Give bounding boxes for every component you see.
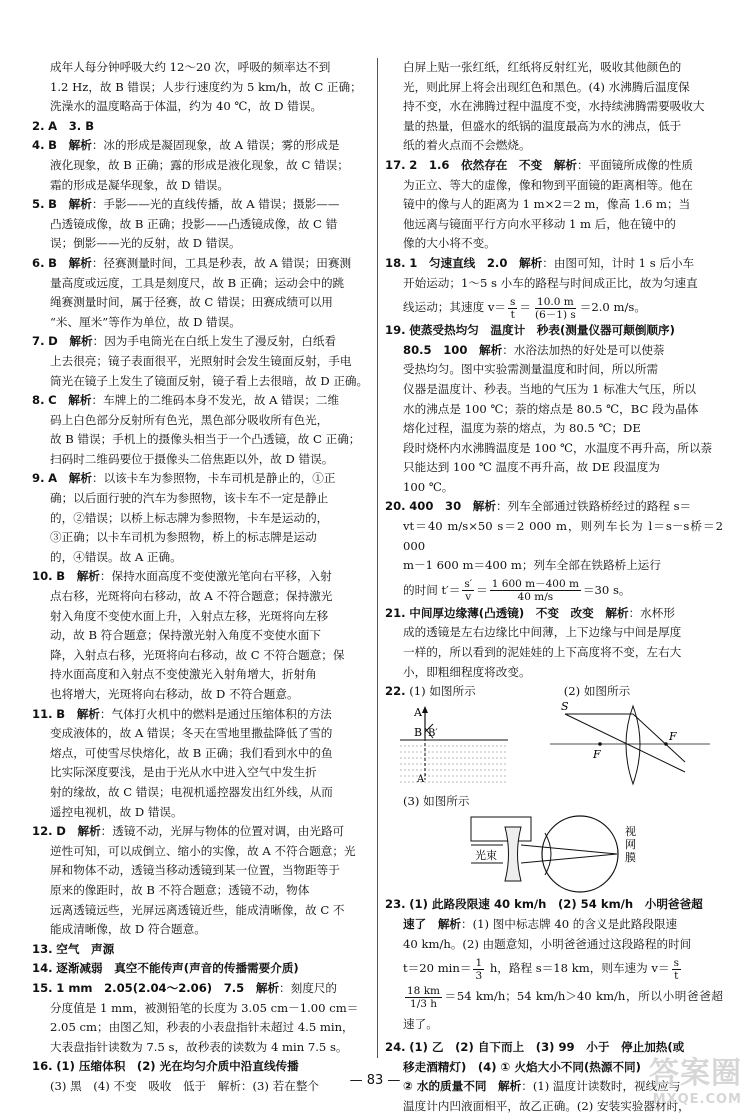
answer-text: 空气 声源 xyxy=(56,941,115,956)
watermark xyxy=(649,1048,742,1107)
question-number: 10. xyxy=(32,569,53,584)
analysis-text: 码上白色部分反射所有色光，黑色部分吸收所有色光， xyxy=(50,412,329,427)
answer-head xyxy=(32,567,372,587)
analysis-text: 开始运动；1～5 s 小车的路程与时间成正比，故为匀速直 xyxy=(403,275,698,290)
retina-label: 视网膜 xyxy=(625,825,636,865)
question-number: 20. xyxy=(385,499,406,514)
analysis-text: ：透镜不动，光屏与物体的位置对调，由光路可 xyxy=(100,824,345,839)
analysis-text: 白屏上贴一张红纸，红纸将反射红光，吸收其他颜色的 xyxy=(403,60,682,74)
analysis-label: 解析 xyxy=(68,471,92,486)
analysis-text: m－1 600 m＝400 m；列车全部在铁路桥上运行 xyxy=(403,558,661,573)
analysis-text: ：因为手电筒光在白纸上发生了漫反射，白纸看 xyxy=(92,334,337,349)
analysis-text: 分度值是 1 mm，被测铅笔的长度为 3.05 cm－1.00 cm＝ xyxy=(50,1000,359,1015)
analysis-text: 受热均匀。图中实验需测量温度和时间，所以所需 xyxy=(403,362,659,377)
analysis-body xyxy=(32,587,372,705)
analysis-text: 逆性可知，可以成倒立、缩小的实像，故 A 不符合题意；光 xyxy=(50,843,356,858)
analysis-text: 仪器是温度计、秒表。当地的气压为 1 标准大气压，所以 xyxy=(403,381,696,396)
label-F-right: F xyxy=(669,729,677,743)
analysis-text: 熔点，可使雪尽快熔化，故 B 正确；我们看到水中的鱼 xyxy=(50,745,333,760)
answer-head xyxy=(32,136,372,156)
answer-19: 19. 使蒸受热均匀 温度计 秒表(测量仪器可颠倒顺序) 80.5 100 解析：水浴法加热的好处是可以使萘 受热均匀。图中实验需测量温度和时间，所以所需 仪器是温度计、秒表。当地的气压为 1 标准大气压，所以 水的沸点是 100 ℃；萘的熔点是 80.5 ℃，BC 段为晶体 熔化过程，温度为萘的熔点，为 80.5 ℃；DE 段时烧杯内水沸腾温度是 100 ℃，水温度不再升高，所以萘 只能达到 100 ℃ 温度不再升高，故 DE 段温度为 100 ℃。 xyxy=(385,321,723,497)
analysis-text: 段时烧杯内水沸腾温度是 100 ℃，水温度不再升高，所以萘 xyxy=(403,440,713,455)
analysis-text: 40 km/h。(2) 由题意知，小明爸爸通过这段路程的时间 xyxy=(403,936,692,951)
figure-caption: (3) 如图所示 xyxy=(403,793,470,808)
answer-text: B xyxy=(48,255,58,270)
answer-head xyxy=(32,940,372,960)
question-number: 13. xyxy=(32,941,53,956)
label-S: S xyxy=(561,701,569,713)
analysis-label: 解析 xyxy=(76,569,100,584)
analysis-text: 大表盘指针读数为 7.5 s，故秒表的读数为 4 min 7.5 s。 xyxy=(50,1039,348,1054)
label-box-beam xyxy=(471,817,531,841)
question-number: 11. xyxy=(32,706,53,721)
question-number: 18. xyxy=(385,255,406,270)
analysis-text: 镜中的像与人的距离为 1 m×2＝2 m，像高 1.6 m；当 xyxy=(403,197,691,212)
answer-item xyxy=(32,705,372,823)
answer-21: 21. 中间厚边缘薄(凸透镜) 不变 改变 解析：水杯形 成的透镜是左右边缘比中间薄，上下边缘与中间是厚度 一样的，所以看到的泥娃娃的上下高度将不变，左右大 小，即粗细程度将改变。 xyxy=(385,604,723,682)
analysis-text: 一样的，所以看到的泥娃娃的上下高度将不变，左右大 xyxy=(403,645,682,660)
analysis-body xyxy=(32,352,372,391)
answer-item xyxy=(32,117,372,137)
answer-20: 20. 400 30 解析：列车全部通过铁路桥经过的路程 s＝ vt＝40 m/s×50 s＝2 000 m，则列车长为 l＝s－s桥＝2 000 m－1 600 m＝400 m；列车全部在铁路桥上运行 的时间 t′＝ $\frac{s'}{v}$ ＝ $\frac{1 600 m-400 m}{40 m/s}$ ＝30 s。 xyxy=(385,499,723,604)
analysis-body xyxy=(32,489,372,567)
analysis-text: ：由图可知，计时 1 s 后小车 xyxy=(542,255,695,270)
analysis-label: 解析 xyxy=(76,706,100,721)
optics-diagrams xyxy=(385,702,723,792)
question-number: 15. xyxy=(32,980,53,995)
answer-text: (1) 压缩体积 (2) 光在均匀介质中沿直线传播 xyxy=(56,1059,299,1074)
column-divider xyxy=(377,58,378,1058)
analysis-text: 变成液体的，故 A 错误；冬天在雪地里撒盐降低了雪的 xyxy=(50,726,333,741)
answer-head xyxy=(32,332,372,352)
analysis-text: 遥控电视机，故 D 错误。 xyxy=(50,804,183,819)
question-number: 16. xyxy=(32,1059,53,1074)
answer-text: C xyxy=(48,393,57,408)
answer-head xyxy=(32,705,372,725)
answer-item xyxy=(32,822,372,940)
analysis-label: 解析 xyxy=(479,342,503,357)
analysis-label: 解析 xyxy=(68,255,92,270)
analysis-text: (3) 黑 (4) 不变 吸收 低于 解析：(3) 若在整个 xyxy=(50,1078,320,1093)
eyeball xyxy=(542,816,618,892)
analysis-text: 光，则此屏上将会出现红色和黑色。(4) 水沸腾后温度保 xyxy=(403,79,690,94)
answer-head xyxy=(32,117,372,137)
figures-row xyxy=(385,702,723,792)
analysis-body xyxy=(32,274,372,333)
analysis-label: 解析 xyxy=(255,980,280,995)
label-B: B xyxy=(414,725,423,739)
analysis-label: 解析 xyxy=(77,824,101,839)
fraction: $\frac{18 km}{1/3 h}$ xyxy=(407,984,441,1010)
analysis-text: 动，故 B 符合题意；保持激光射入角度不变使水面下 xyxy=(50,628,321,643)
analysis-text: 1.2 Hz，故 B 错误；人步行速度约为 5 km/h，故 C 正确； xyxy=(50,79,362,94)
analysis-body xyxy=(32,411,372,470)
analysis-text: 筒光在镜子上发生了镜面反射，镜子看上去很暗，故 D 正确。 xyxy=(50,373,369,388)
answer-text: A 3. B xyxy=(48,118,95,133)
question-number: 24. xyxy=(385,1040,406,1055)
analysis-text: 持不变，水在沸腾过程中温度不变，水持续沸腾需要吸收大 xyxy=(403,99,705,114)
fraction: $\frac{10.0 m}{(6-1) s}$ xyxy=(535,295,576,321)
question-number: 6. xyxy=(32,255,45,270)
analysis-text: 点右移，光斑将向右移动，故 A 不符合题意；保持激光 xyxy=(50,589,333,604)
answer-head xyxy=(32,822,372,842)
analysis-label: 解析 xyxy=(605,605,629,620)
formula-text: 线运动；其速度 v＝ xyxy=(403,300,506,315)
label-B-prime: B′ xyxy=(428,727,438,739)
left-column xyxy=(32,58,372,1096)
analysis-text: ：手影——光的直线传播，故 A 错误；摄影—— xyxy=(91,197,340,212)
answer-item xyxy=(32,195,372,254)
analysis-text: 量的热量，但盛水的纸锅的温度最高为水的沸点，低于 xyxy=(403,118,682,133)
answer-item xyxy=(32,469,372,567)
answer-item xyxy=(32,254,372,332)
analysis-text: ③正确；以卡车司机为参照物，桥上的标志牌是运动 xyxy=(50,530,317,545)
analysis-text: ：车牌上的二维码本身不发光，故 A 错误；二维 xyxy=(91,393,340,408)
answer-text: 400 30 xyxy=(409,499,462,514)
analysis-text: 射的缘故，故 C 错误；电视机遥控器发出红外线，从而 xyxy=(50,784,333,799)
question-number: 9. xyxy=(32,471,45,486)
question-number: 4. xyxy=(32,138,45,153)
answer-item xyxy=(32,136,372,195)
analysis-text: 故 B 错误；手机上的摄像头相当于一个凸透镜，故 C 正确； xyxy=(50,432,361,447)
answer-text: A xyxy=(48,471,58,486)
analysis-text: 小，即粗细程度将改变。 xyxy=(403,664,531,679)
analysis-body xyxy=(32,58,372,117)
answer-18: 18. 1 匀速直线 2.0 解析：由图可知，计时 1 s 后小车 开始运动；1～5 s 小车的路程与时间成正比，故为匀速直 线运动；其速度 v＝ $\frac{s}{t}$ ＝ $\frac{10.0 m}{(6-1) s}$ ＝2.0 m/s。 xyxy=(385,254,723,321)
question-number: 21. xyxy=(385,605,406,620)
analysis-text: “米、厘米”等作为单位，故 D 错误。 xyxy=(50,314,241,329)
analysis-text: 为正立、等大的虚像，像和物到平面镜的距离相等。他在 xyxy=(403,177,693,192)
refraction-diagram xyxy=(400,706,508,786)
fraction: $\frac{1}{3}$ xyxy=(475,956,483,982)
analysis-text: 温度计内凹液面相平，故乙正确。(2) 安装实验器材时， xyxy=(403,1098,690,1113)
analysis-text: 比实际深度要浅，是由于光从水中进入空气中发生折 xyxy=(50,765,317,780)
answer-text: 逐渐减弱 真空不能传声(声音的传播需要介质) xyxy=(56,961,299,976)
analysis-label: 解析 xyxy=(68,197,92,212)
answer-text: B xyxy=(48,197,58,212)
page-number: — 83 — xyxy=(349,1073,401,1088)
fraction: $\frac{s'}{v}$ xyxy=(464,578,473,604)
analysis-text: 扫码时二维码要位于摄像头二倍焦距以外，故 D 错误。 xyxy=(50,451,334,466)
question-number: 8. xyxy=(32,393,45,408)
eye-diagram xyxy=(385,811,723,895)
question-number: 19. xyxy=(385,323,406,338)
analysis-text: ：保持水面高度不变使激光笔向右平移，入射 xyxy=(99,569,332,584)
answer-head xyxy=(32,195,372,215)
right-column xyxy=(385,58,723,1117)
analysis-text: 能成清晰像，故 D 符合题意。 xyxy=(50,922,206,937)
lens-diagram xyxy=(550,702,710,784)
analysis-body xyxy=(32,156,372,195)
analysis-text: 水的沸点是 100 ℃；萘的熔点是 80.5 ℃，BC 段为晶体 xyxy=(403,401,699,416)
analysis-text: ：冰的形成是凝固现象，故 A 错误；雾的形成是 xyxy=(91,138,340,153)
concave-lens xyxy=(505,827,521,881)
answer-17: 17. 2 1.6 依然存在 不变 解析：平面镜所成像的性质 为正立、等大的虚像，像和物到平面镜的距离相等。他在 镜中的像与人的距离为 1 m×2＝2 m，像高 1.6 m；当 他远离与镜面平行方向水平移动 1 m 后，他在镜中的 像的大小将不变。 xyxy=(385,156,723,254)
question-number: 7. xyxy=(32,334,45,349)
answer-item xyxy=(32,58,372,117)
analysis-text: ：径赛测量时间，工具是秒表，故 A 错误；田赛测 xyxy=(91,255,352,270)
analysis-text: 的，②错误；以桥上标志牌为参照物，卡车是运动的， xyxy=(50,510,329,525)
analysis-text: 成的透镜是左右边缘比中间薄，上下边缘与中间是厚度 xyxy=(403,625,682,640)
analysis-text: 成年人每分钟呼吸大约 12～20 次，呼吸的频率达不到 xyxy=(50,60,331,74)
answer-item xyxy=(32,940,372,960)
analysis-text: ：刻度尺的 xyxy=(279,980,338,995)
analysis-text: 绳赛测量时间，属于径赛，故 C 错误；田赛成绩可以用 xyxy=(50,295,333,310)
answer-head xyxy=(32,254,372,274)
label-A: A xyxy=(414,705,422,719)
analysis-text: ：(1) 图中标志牌 40 的含义是此路段限速 xyxy=(461,917,678,931)
answer-item xyxy=(32,979,372,1057)
analysis-text: 确；以后面行驶的汽车为参照物，该卡车不一定是静止 xyxy=(50,491,329,506)
analysis-label: 解析 xyxy=(68,393,92,408)
fraction: $\frac{1 600 m-400 m}{40 m/s}$ xyxy=(491,578,579,604)
answer-text: 1 mm 2.05(2.04～2.06) 7.5 xyxy=(56,980,245,995)
analysis-body xyxy=(32,724,372,822)
analysis-text: 只能达到 100 ℃ 温度不再升高，故 DE 段温度为 xyxy=(403,460,660,475)
watermark-url: MXQE.COM xyxy=(652,1092,742,1107)
answer-text: B xyxy=(48,138,58,153)
answer-text: 80.5 100 xyxy=(403,342,479,357)
analysis-label: 解析 xyxy=(437,917,462,931)
analysis-text: 原来的像距时，故 B 不符合题意；透镜不动，物体 xyxy=(50,882,310,897)
question-number: 5. xyxy=(32,197,45,212)
answer-text: 2 1.6 依然存在 不变 xyxy=(409,157,543,172)
answer-text: B xyxy=(56,706,66,721)
analysis-label: 解析 xyxy=(498,1079,522,1094)
analysis-body xyxy=(32,842,372,940)
analysis-text: 液化现象，故 B 正确；露的形成是液化现象，故 C 错误； xyxy=(50,157,349,172)
analysis-text: 霜的形成是凝华现象，故 D 错误。 xyxy=(50,177,229,192)
question-number: 22. xyxy=(385,684,406,699)
answer-head xyxy=(32,959,372,979)
answer-item xyxy=(32,959,372,979)
analysis-body xyxy=(32,999,372,1058)
answer-text: 速了 xyxy=(403,917,427,931)
analysis-text: ：列车全部通过铁路桥经过的路程 s＝ xyxy=(495,499,692,514)
analysis-text: ：(1) 温度计读数时，视线应与 xyxy=(521,1079,681,1094)
question-number: 14. xyxy=(32,961,53,976)
analysis-text: 持水面高度和入射点不变使激光入射角增大，折射角 xyxy=(50,667,317,682)
answer-text: ② 水的质量不同 xyxy=(403,1079,487,1094)
analysis-text: 屏和物体不动，透镜当移动透镜到某一位置，当物距等于 xyxy=(50,863,340,878)
analysis-text: 降，入射点右移，光斑将向右移动，故 C 不符合题意；保 xyxy=(50,647,345,662)
question-number: 23. xyxy=(385,897,406,912)
analysis-text: 误；倒影——光的反射，故 D 错误。 xyxy=(50,236,241,251)
question-number: 2. xyxy=(32,118,45,133)
analysis-text: 的，④错误。故 A 正确。 xyxy=(50,549,182,564)
label-F-left: F xyxy=(593,747,601,761)
eye-figure xyxy=(385,811,723,895)
label-A-prime: A′ xyxy=(417,773,427,785)
figure-caption: (2) 如图所示 xyxy=(563,684,631,699)
analysis-label: 解析 xyxy=(519,255,543,270)
analysis-text: 100 ℃。 xyxy=(403,479,454,494)
answer-head xyxy=(32,979,372,999)
analysis-text: 上去很亮；镜子表面很平，光照射时会发生镜面反射，手电 xyxy=(50,353,352,368)
answer-text: B xyxy=(56,569,66,584)
figure-caption: (1) 如图所示 xyxy=(409,684,476,699)
answer-text: 中间厚边缘薄(凸透镜) 不变 改变 xyxy=(409,605,594,620)
answer-text: 1 匀速直线 2.0 xyxy=(409,255,508,270)
analysis-text: 2.05 cm；由图乙知，秒表的小表盘指针未超过 4.5 min， xyxy=(50,1020,354,1035)
analysis-text: 量高度或远度，工具是刻度尺，故 B 正确；运动会中的跳 xyxy=(50,275,345,290)
question-number: 12. xyxy=(32,824,53,839)
answer-item xyxy=(32,391,372,469)
analysis-text: vt＝40 m/s×50 s＝2 000 m，则列车长为 l＝s－s桥＝2 000 xyxy=(403,519,723,553)
answer-text: 使蒸受热均匀 温度计 秒表(测量仪器可颠倒顺序) xyxy=(409,323,675,338)
answer-22 xyxy=(385,682,723,895)
analysis-text: 射入角度不变使水面上升，入射点左移，光斑将向左移 xyxy=(50,608,329,623)
analysis-text: 远离透镜远些，光屏远离透镜近些，能成清晰像，故 C 不 xyxy=(50,902,345,917)
fraction: $\frac{s}{t}$ xyxy=(510,295,516,321)
analysis-body xyxy=(32,215,372,254)
answer-item xyxy=(32,332,372,391)
answer-text: 移走酒精灯) (4) ① 火焰大小不同(热源不同) xyxy=(403,1059,641,1074)
analysis-text: 纸的着火点而不会燃烧。 xyxy=(403,138,531,153)
analysis-label: 解析 xyxy=(553,157,577,172)
answer-text: D xyxy=(56,824,66,839)
watermark-logo-text: 答案圈 xyxy=(649,1056,742,1091)
beam-label: 光束 xyxy=(475,849,497,863)
answer-16-continued xyxy=(385,58,723,156)
fraction: $\frac{s}{t}$ xyxy=(673,956,679,982)
analysis-label: 解析 xyxy=(69,334,93,349)
answer-head xyxy=(32,469,372,489)
analysis-text: 像的大小将不变。 xyxy=(403,236,496,251)
answer-23: 23. (1) 此路段限速 40 km/h (2) 54 km/h 小明爸爸超 速了 解析：(1) 图中标志牌 40 的含义是此路段限速 40 km/h。(2) 由题意知，小明爸爸通过这段路程的时间 t＝20 min＝ $\frac{1}{3}$ h，路程 s＝18 km，则车速为 v＝ $\frac{s}{t}$ $\frac{18 km}{1/3 h}$ ＝54 km/h；54 km/h＞40 km/h，所以小明爸爸超速了。 xyxy=(385,897,723,1032)
analysis-text: 他远离与镜面平行方向水平移动 1 m 后，他在镜中的 xyxy=(403,216,676,231)
analysis-text: 熔化过程，温度为萘的熔点，为 80.5 ℃；DE xyxy=(403,421,641,436)
analysis-label: 解析 xyxy=(68,138,92,153)
analysis-text: 也将增大，光斑将向右移动，故 D 不符合题意。 xyxy=(50,687,299,701)
answer-text: D xyxy=(48,334,58,349)
analysis-text: ：气体打火机中的燃料是通过压缩体积的方法 xyxy=(99,706,332,721)
answer-text: (1) 此路段限速 40 km/h (2) 54 km/h 小明爸爸超 xyxy=(409,897,703,912)
analysis-label: 解析 xyxy=(472,499,496,514)
analysis-text: 洗澡水的温度略高于体温，约为 40 ℃，故 D 错误。 xyxy=(50,99,323,114)
answer-head xyxy=(32,391,372,411)
answer-text: (1) 乙 (2) 自下而上 (3) 99 小于 停止加热(或 xyxy=(409,1040,685,1055)
answer-item xyxy=(32,567,372,704)
analysis-text: ：以该卡车为参照物，卡车司机是静止的，①正 xyxy=(91,471,336,486)
question-number: 17. xyxy=(385,157,406,172)
analysis-text: 凸透镜成像，故 B 正确；投影——凸透镜成像，故 C 错 xyxy=(50,216,338,231)
